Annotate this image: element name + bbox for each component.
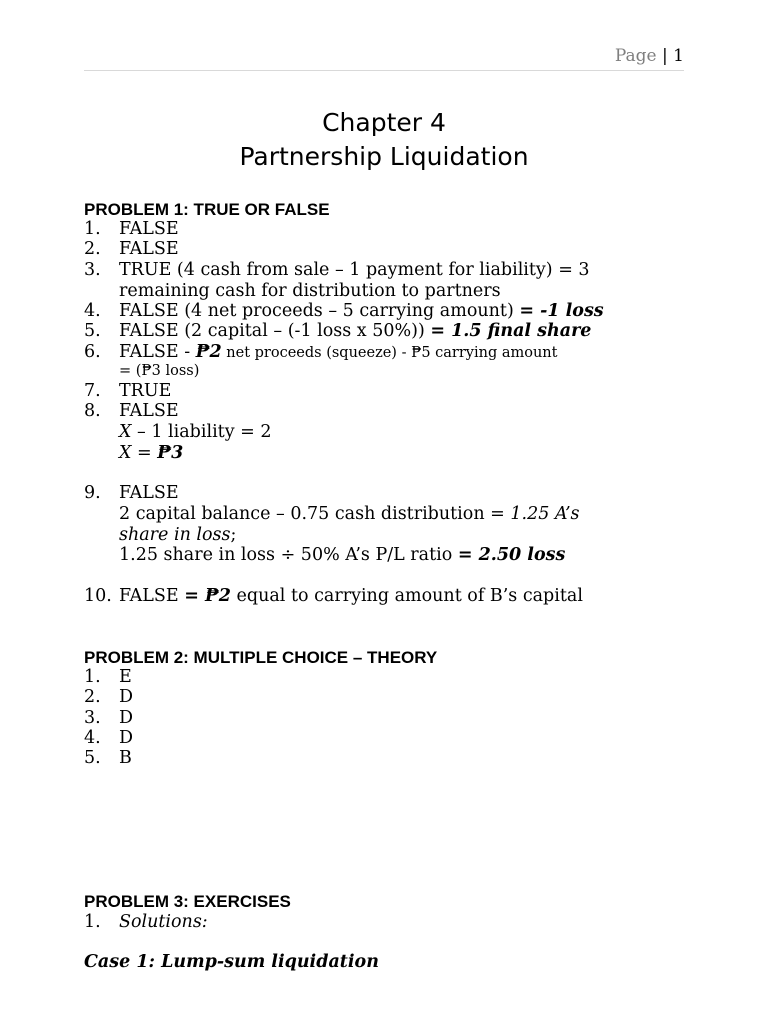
answer-emphasis: ₱2: [204, 586, 231, 606]
page-header: [615, 46, 684, 66]
answer-text: TRUE: [119, 381, 172, 401]
answer-text: D: [119, 728, 134, 748]
variable-x: X: [119, 422, 132, 442]
problem3-heading: PROBLEM 3: EXERCISES: [84, 892, 291, 911]
answer-number: 10.: [84, 586, 112, 606]
answer-number: 4.: [84, 728, 101, 748]
answer-text: FALSE: [119, 401, 179, 421]
exercise-item: [84, 912, 208, 932]
answer-text: D: [119, 687, 134, 707]
answer-emphasis: 1.5 final share: [451, 321, 592, 341]
problem1-heading: PROBLEM 1: TRUE OR FALSE: [84, 200, 330, 219]
answer-number: 5.: [84, 748, 101, 768]
answer-detail: net proceeds (squeeze) - ₱5 carrying amount: [221, 345, 558, 361]
exercise-text: Solutions:: [119, 912, 208, 932]
answer-text: E: [119, 667, 132, 687]
answer-text: TRUE (4 cash from sale – 1 payment for liability) = 3: [119, 260, 590, 280]
answer-number: 4.: [84, 301, 101, 321]
answer-number: 3.: [84, 708, 101, 728]
answer-emphasis: = -1 loss: [519, 301, 604, 321]
page-separator: |: [656, 46, 674, 66]
answer-text: FALSE: [119, 483, 179, 503]
answer-equals: =: [184, 586, 205, 606]
chapter-title: Chapter 4: [322, 108, 446, 137]
answer-emphasis: = 2.50 loss: [457, 545, 566, 565]
bullet-text: 1.25 share in loss ÷ 50% A’s P/L ratio: [119, 545, 458, 565]
answer-10: [84, 586, 583, 606]
answer-number: 1.: [84, 219, 101, 239]
answer-number: 8.: [84, 401, 101, 421]
answer-equals: =: [430, 321, 452, 341]
answer-2: [84, 239, 179, 259]
answer-number: 7.: [84, 381, 101, 401]
answer-5: [84, 321, 591, 341]
answer-number: 1.: [84, 912, 101, 932]
answer-text: FALSE -: [119, 342, 196, 362]
answer-text-rest: equal to carrying amount of B’s capital: [230, 586, 583, 606]
answer-italic: 1.25 A’s: [510, 504, 580, 524]
answer-6: [84, 342, 557, 362]
answer-3: [84, 260, 590, 280]
page-number: 1: [673, 46, 684, 66]
answer-number: 3.: [84, 260, 101, 280]
answer-number: 5.: [84, 321, 101, 341]
bullet-continued: [119, 525, 236, 545]
answer-number: 6.: [84, 342, 101, 362]
answer-text: B: [119, 748, 132, 768]
case-heading: Case 1: Lump-sum liquidation: [84, 952, 379, 972]
answer-1: [84, 219, 179, 239]
answer-emphasis: ₱3: [157, 443, 184, 463]
bullet-line: [84, 443, 183, 463]
chapter-subtitle: Partnership Liquidation: [239, 142, 529, 171]
bullet-line: [84, 545, 565, 565]
mc-answer: [84, 708, 133, 728]
answer-3-continued: remaining cash for distribution to partners: [119, 281, 501, 301]
page-label: Page: [614, 46, 657, 66]
answer-4: [84, 301, 604, 321]
answer-text: D: [119, 708, 134, 728]
variable-x: X: [119, 443, 132, 463]
problem2-heading: PROBLEM 2: MULTIPLE CHOICE – THEORY: [84, 648, 438, 667]
answer-number: 2.: [84, 687, 101, 707]
mc-answer: [84, 728, 133, 748]
answer-text: FALSE: [119, 219, 179, 239]
mc-answer: [84, 667, 132, 687]
bullet-text: – 1 liability = 2: [131, 422, 272, 442]
answer-7: [84, 381, 171, 401]
answer-number: 1.: [84, 667, 101, 687]
answer-text: FALSE: [119, 586, 185, 606]
bullet-text: 2 capital balance – 0.75 cash distribution =: [119, 504, 511, 524]
answer-9: [84, 483, 179, 503]
answer-text: FALSE: [119, 239, 179, 259]
bullet-line: [84, 422, 272, 442]
header-divider: [84, 70, 684, 71]
answer-number: 2.: [84, 239, 101, 259]
answer-italic: share in loss: [119, 525, 231, 545]
answer-emphasis: ₱2: [195, 342, 222, 362]
answer-text: FALSE (2 capital – (-1 loss x 50%)): [119, 321, 431, 341]
answer-number: 9.: [84, 483, 101, 503]
answer-8: [84, 401, 179, 421]
mc-answer: [84, 687, 133, 707]
bullet-line: [84, 504, 580, 524]
bullet-text: ;: [230, 525, 237, 545]
answer-6-continued: = (₱3 loss): [119, 363, 200, 379]
mc-answer: [84, 748, 132, 768]
answer-text: FALSE (4 net proceeds – 5 carrying amount): [119, 301, 520, 321]
bullet-text: =: [131, 443, 158, 463]
